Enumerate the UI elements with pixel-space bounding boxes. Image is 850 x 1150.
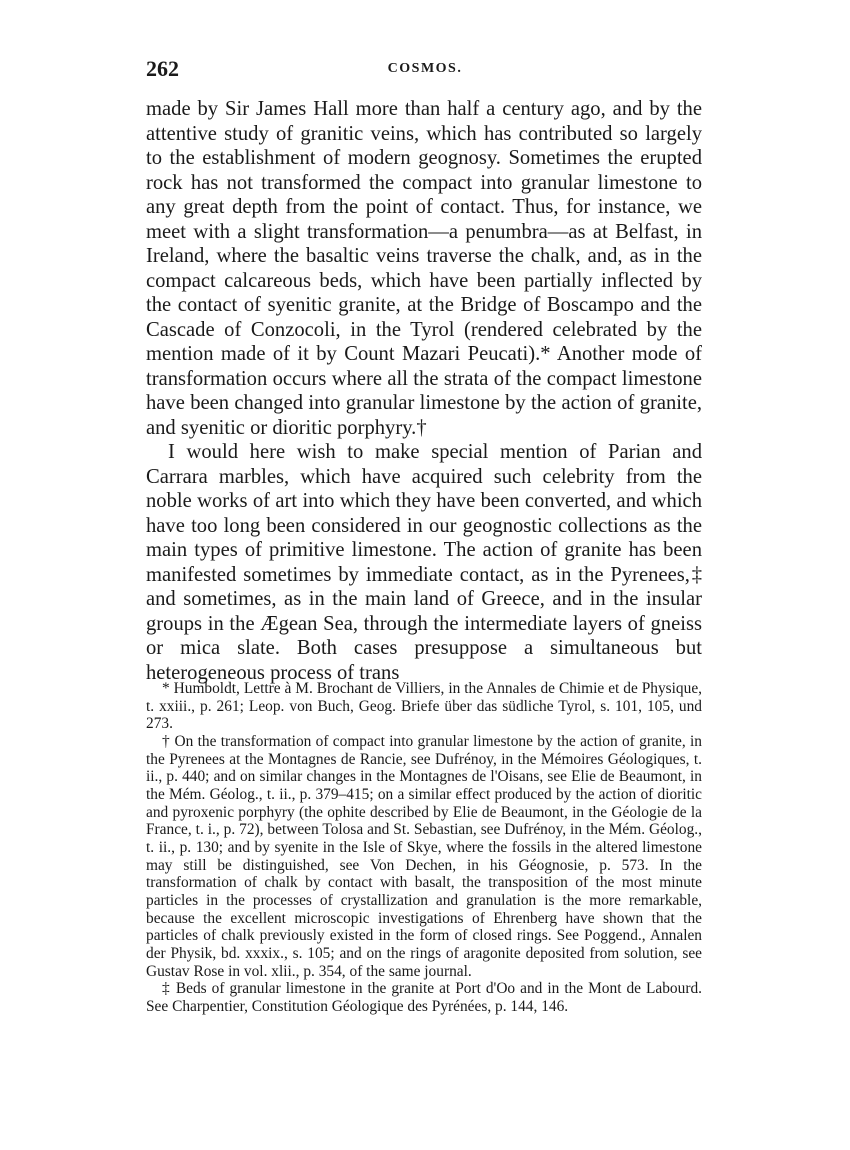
- paragraph: I would here wish to make special mention of Parian and Carrara marbles, which have acquired such celebrity from the noble works of art into which they have been converted, and which have too long been considered in our geognostic collections as the main types of primitive limestone. The action of granite has been manifested sometimes by immediate contact, as in the Pyrenees,‡ and sometimes, as in the main land of Greece, and in the insular groups in the Ægean Sea, through the intermediate layers of gneiss or mica slate. Both cases presuppose a simultaneous but heterogeneous process of trans: [146, 441, 702, 684]
- body-text: [146, 97, 702, 685]
- footnote: * Humboldt, Lettre à M. Brochant de Villiers, in the Annales de Chimie et de Physique, t. xxiii., p. 261; Leop. von Buch, Geog. Briefe über das südliche Tyrol, s. 101, 105, und 273.: [146, 680, 702, 733]
- footnotes: [146, 680, 702, 1015]
- footnote: † On the transformation of compact into granular limestone by the action of granite, in the Pyrenees at the Montagnes de Rancie, see Dufrénoy, in the Mémoires Géologiques, t. ii., p. 440; and on similar changes in the Montagnes de l'Oisans, see Elie de Beaumont, in the Mém. Géolog., t. ii., p. 379–415; on a similar effect produced by the action of dioritic and pyroxenic porphyry (the ophite described by Elie de Beaumont, in the Géologie de la France, t. i., p. 72), between Tolosa and St. Sebastian, see Dufrénoy, in the Mém. Géolog., t. ii., p. 130; and by syenite in the Isle of Skye, where the fossils in the altered limestone may still be distinguished, see Von Dechen, in his Géognosie, p. 573. In the transformation of chalk by contact with basalt, the transposition of the most minute particles in the processes of crystallization and granulation is the more remarkable, because the excellent microscopic investigations of Ehrenberg have shown that the particles of chalk previously existed in the form of closed rings. See Poggend., Annalen der Physik, bd. xxxix., s. 105; and on the rings of aragonite deposited from solution, see Gustav Rose in vol. xlii., p. 354, of the same journal.: [146, 732, 702, 980]
- running-title: COSMOS.: [387, 61, 463, 76]
- page-number: 262: [146, 56, 179, 81]
- page-header: [146, 56, 704, 80]
- footnote: ‡ Beds of granular limestone in the granite at Port d'Oo and in the Mont de Labourd. See Charpentier, Constitution Géologique des Pyrénées, p. 144, 146.: [146, 980, 702, 1015]
- paragraph: made by Sir James Hall more than half a century ago, and by the attentive study of granitic veins, which has contributed so largely to the establishment of modern geognosy. Sometimes the erupted rock has not transformed the compact into granular limestone to any great depth from the point of contact. Thus, for instance, we meet with a slight transformation—a penumbra—as at Belfast, in Ireland, where the basaltic veins traverse the chalk, and, as in the compact calcareous beds, which have been partially inflected by the contact of syenitic granite, at the Bridge of Boscampo and the Cascade of Conzocoli, in the Tyrol (rendered celebrated by the mention made of it by Count Mazari Peucati).* Another mode of transformation occurs where all the strata of the compact limestone have been changed into granular limestone by the action of granite, and syenitic or dioritic porphyry.†: [146, 98, 702, 439]
